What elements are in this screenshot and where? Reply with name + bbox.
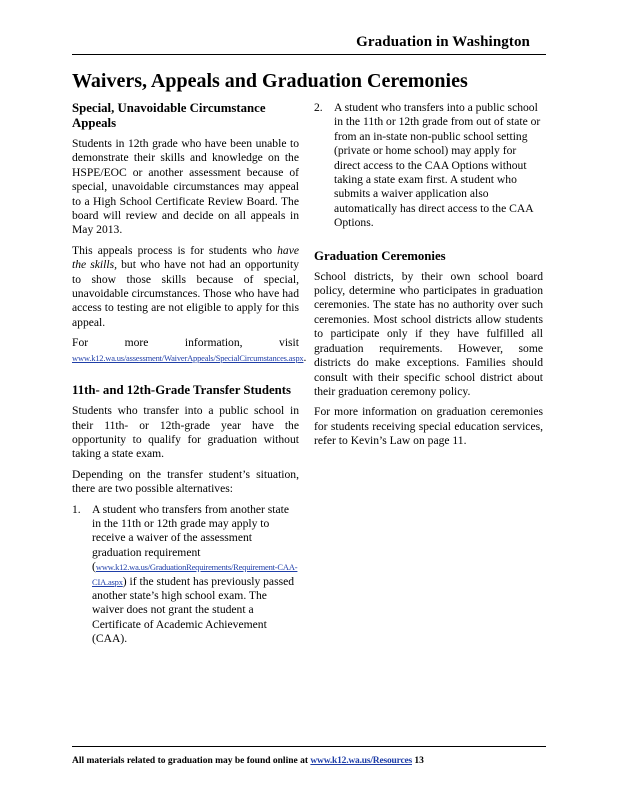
- more-info-suffix: .: [303, 350, 307, 364]
- special-circumstance-paragraph-1: Students in 12th grade who have been unable to demonstrate their skills and knowledge on the HSPE/EOC or another assessment because of special, unavoidable circumstances may appeal to a High School Certificate Review Board. The board will review and decide on all appeals in May 2013.: [72, 137, 299, 237]
- item2-text: A student who transfers into a public school in the 11th or 12th grade from out of state or from an in-state non-public school setting (private or home school) may apply for direct access to the CAA Options without taking a state exam first. A student who submits a waiver application also automatically has direct access to the CAA Options.: [334, 101, 541, 230]
- item1-prefix: A student who transfers from another state in the 11th or 12th grade may apply to receive a waiver of the assessment graduation requirement (: [92, 502, 290, 574]
- footer: [72, 755, 424, 767]
- list-number: 1.: [72, 502, 81, 516]
- special-circumstance-more-info: [72, 336, 307, 365]
- transfer-alternatives-list: [72, 503, 299, 647]
- p2-emphasis: have the skills,: [72, 243, 299, 272]
- transfer-paragraph-2: Depending on the transfer student’s situation, there are two possible alternatives:: [72, 467, 299, 496]
- list-item: [72, 503, 299, 647]
- page-number: 13: [414, 756, 424, 766]
- graduation-requirements-link[interactable]: www.k12.wa.us/GraduationRequirements/Requirement-CAA-CIA.aspx: [92, 562, 298, 587]
- header-rule: [72, 54, 546, 55]
- left-column: [72, 101, 307, 653]
- item1-suffix: ) if the student has previously passed another state’s high school exam. The waiver does not grant the student a Certificate of Academic Achievement (CAA).: [92, 574, 295, 646]
- graduation-ceremonies-heading: Graduation Ceremonies: [314, 248, 446, 263]
- list-number: 2.: [314, 101, 323, 114]
- ceremonies-paragraph-2: For more information on graduation ceremonies for students receiving special education services, refer to Kevin’s Law on page 11.: [314, 405, 543, 448]
- list-item: [314, 101, 543, 231]
- footer-rule: [72, 746, 546, 747]
- resources-link[interactable]: www.k12.wa.us/Resources: [310, 756, 412, 766]
- more-info-prefix: For more information, visit: [72, 336, 299, 350]
- special-circumstance-paragraph-2: [72, 244, 299, 330]
- waiver-appeals-link[interactable]: www.k12.wa.us/assessment/WaiverAppeals/SpecialCircumstances.aspx: [72, 352, 304, 363]
- p2-prefix: This appeals process is for students who: [72, 243, 278, 257]
- transfer-paragraph-1: Students who transfer into a public school in their 11th- or 12th-grade year have the opportunity to qualify for graduation without taking a state exam.: [72, 404, 299, 461]
- right-column: [314, 101, 543, 455]
- p2-suffix: but who have not had an opportunity to show those skills because of special, unavoidable circumstances. Those who have had access to testing are not eligible to apply for this appeal.: [72, 258, 299, 329]
- page-title: Waivers, Appeals and Graduation Ceremonies: [72, 70, 468, 92]
- footer-text: All materials related to graduation may be found online at: [72, 756, 311, 766]
- header-title: Graduation in Washington: [356, 34, 530, 50]
- transfer-alternatives-list-continued: [314, 101, 543, 231]
- ceremonies-paragraph-1: School districts, by their own school board policy, determine who participates in graduation ceremonies. The state has no authority over such ceremonies. Most school districts allow students to participate only if they have fulfilled all graduation requirements. However, some districts do make exceptions. Families should consult with their specific school district about their graduation ceremony policy.: [314, 269, 543, 398]
- transfer-students-heading: 11th- and 12th-Grade Transfer Students: [72, 383, 291, 398]
- special-circumstance-heading: Special, Unavoidable Circumstance Appeals: [72, 101, 266, 130]
